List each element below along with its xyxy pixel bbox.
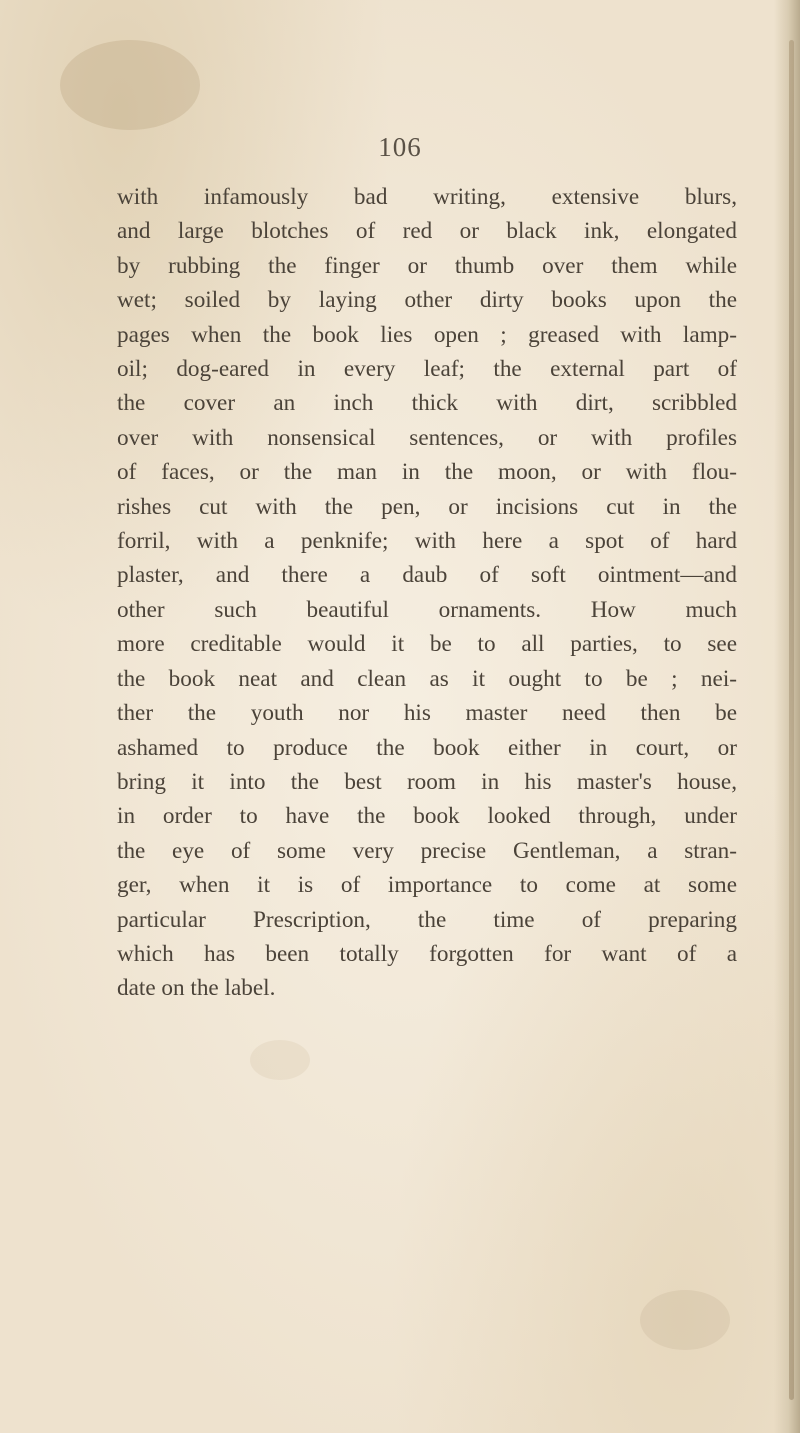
text-line: with infamously bad writing, extensive blurs, [117,184,737,210]
text-line: forril, with a penknife; with here a spot of hard [117,528,737,555]
text-line: more creditable would it be to all parties, to see [117,631,737,658]
text-line: the eye of some very precise Gentleman, a stran- [117,837,737,864]
foxing-spot [640,1290,730,1350]
text-line: which has been totally forgotten for want of a [117,940,737,967]
text-line: oil; dog-eared in every leaf; the external part of [117,356,737,383]
body-text [117,180,737,1006]
text-line: over with nonsensical sentences, or with profiles [117,424,737,451]
page-edge [774,0,800,1433]
text-line: date on the label. [117,975,276,1002]
page-edge-shadow [789,40,794,1400]
text-line: ger, when it is of importance to come at some [117,872,737,899]
foxing-spot [250,1040,310,1080]
text-line: pages when the book lies open ; greased with lamp- [117,321,737,348]
foxing-spot [60,40,200,130]
text-line: ashamed to produce the book either in court, or [117,734,737,761]
text-line: of faces, or the man in the moon, or with flou- [117,459,737,486]
text-line: other such beautiful ornaments. How much [117,596,737,623]
text-line: the book neat and clean as it ought to be ; nei- [117,665,737,692]
text-line: plaster, and there a daub of soft ointment—and [117,562,737,589]
text-line: the cover an inch thick with dirt, scribbled [117,390,737,417]
text-line: particular Prescription, the time of preparing [117,906,737,933]
text-line: ther the youth nor his master need then be [117,700,737,727]
text-line: by rubbing the finger or thumb over them while [117,252,737,279]
text-line: in order to have the book looked through, under [117,803,737,830]
text-line: and large blotches of red or black ink, elongated [117,218,737,245]
text-line: bring it into the best room in his master's house, [117,768,737,795]
page-number: 106 [378,132,422,162]
text-line: wet; soiled by laying other dirty books upon the [117,287,737,314]
text-line: rishes cut with the pen, or incisions cut in the [117,493,737,520]
